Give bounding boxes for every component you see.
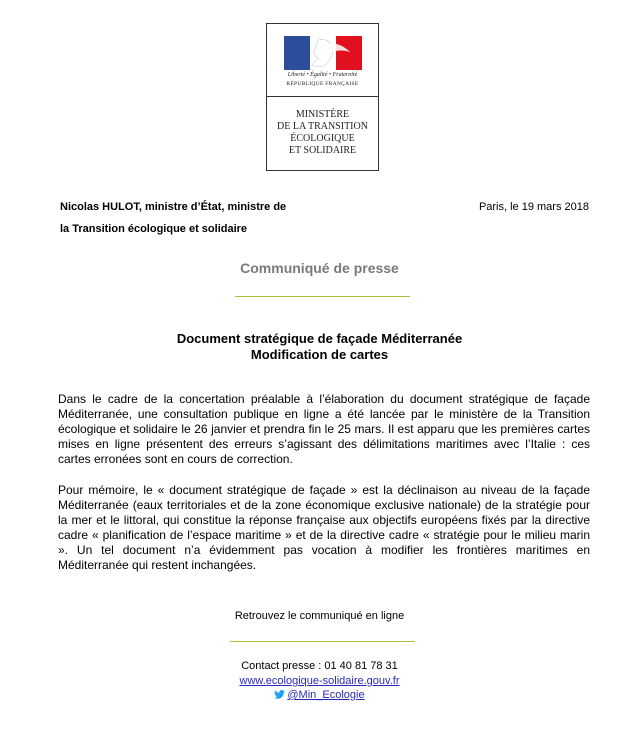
press-contact: Contact presse : 01 40 81 78 31 xyxy=(241,660,398,672)
logo-motto: Liberté • Égalité • Fraternité xyxy=(287,72,358,78)
ministry-line: DE LA TRANSITION xyxy=(277,121,368,132)
body-paragraph: Pour mémoire, le « document stratégique de façade » est la déclinaison au niveau de la façade Méditerranée (eaux territoriales et de la zone économique exclusive nationale) de la stratégie pour la mer et le littoral, qui constitue la réponse française aux objectifs européens fixés par la directive cadre « planification de l’espace maritime » et de la directive cadre « stratégie pour le milieu marin ». Un tel document n’a évidemment pas vocation à modifier les frontières maritimes en Méditerranée qui restent inchangées. xyxy=(58,483,590,572)
twitter-bird-icon xyxy=(274,690,285,699)
body-paragraph: Dans le cadre de la concertation préalable à l’élaboration du document stratégique de façade Méditerranée, une consultation publique en ligne a été lancée par le ministère de la Transition écologique et solidaire le 26 janvier et prendra fin le 25 mars. Il est apparu que les premières cartes mises en ligne présentent des erreurs s’agissant des délimitations maritimes avec l’Italie : ces cartes erronées sont en cours de correction. xyxy=(58,392,590,466)
document-title xyxy=(0,331,639,363)
minister-line: la Transition écologique et solidaire xyxy=(60,223,248,235)
ministry-line: ET SOLIDAIRE xyxy=(288,145,357,156)
press-date: Paris, le 19 mars 2018 xyxy=(478,201,589,213)
footer-divider xyxy=(230,641,415,642)
online-notice: Retrouvez le communiqué en ligne xyxy=(234,610,405,622)
ministry-logo xyxy=(266,23,379,171)
logo-republique: RÉPUBLIQUE FRANÇAISE xyxy=(286,81,359,87)
heading-divider xyxy=(235,296,410,297)
ministry-line: MINISTÈRE xyxy=(295,109,350,120)
marianne-emblem-icon xyxy=(284,36,362,70)
minister-name xyxy=(60,196,286,240)
title-line: Document stratégique de façade Méditerranée xyxy=(176,331,463,346)
ministry-line: ÉCOLOGIQUE xyxy=(290,133,355,144)
minister-line: Nicolas HULOT, ministre d’État, ministre de xyxy=(60,201,287,213)
logo-ministry-name xyxy=(267,109,378,157)
title-line: Modification de cartes xyxy=(250,347,389,362)
twitter-link[interactable]: @Min_Ecologie xyxy=(287,689,365,701)
website-link[interactable]: www.ecologique-solidaire.gouv.fr xyxy=(239,675,400,687)
logo-divider xyxy=(267,96,378,97)
page-heading: Communiqué de presse xyxy=(240,260,399,276)
